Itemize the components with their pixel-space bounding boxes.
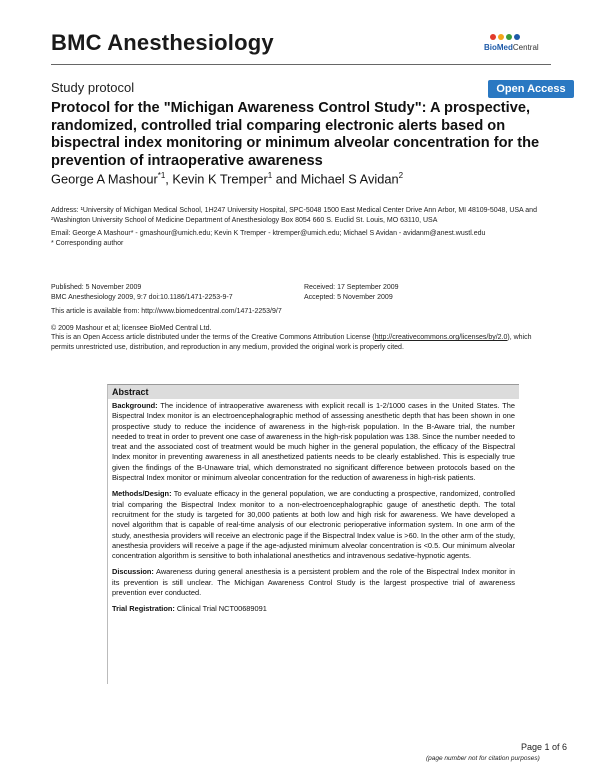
abstract-trial-registration — [112, 604, 515, 614]
author-affiliation-mark: *1 — [157, 171, 166, 180]
abstract-box — [107, 384, 519, 684]
biomed-central-logo — [484, 34, 552, 56]
corresponding-author-note: * Corresponding author — [51, 240, 124, 247]
accepted-date: Accepted: 5 November 2009 — [304, 294, 393, 301]
page-number: Page 1 of 6 — [521, 742, 568, 752]
author-affiliation-mark: 1 — [267, 171, 273, 180]
logo-text-central: Central — [512, 43, 539, 52]
author-name: Kevin K Tremper — [172, 171, 268, 187]
license-text — [51, 333, 551, 352]
section-text: Awareness during general anesthesia is a persistent problem and the role of the Bispectral Index monitor in its prevention is still unclear. The Michigan Awareness Control Study is the largest prospective trial of awareness prevention ever conducted. — [112, 567, 515, 598]
license-post: ), which permits unrestricted use, distribution, and reproduction in any medium, provided the original work is properly cited. — [51, 334, 532, 351]
abstract-body — [108, 399, 519, 615]
received-date: Received: 17 September 2009 — [304, 284, 399, 291]
abstract-methods — [112, 489, 515, 561]
section-label: Background: — [112, 401, 158, 410]
review-dates — [304, 283, 544, 303]
logo-dot-red — [490, 34, 496, 40]
logo-dot-orange — [498, 34, 504, 40]
logo-dot-green — [506, 34, 512, 40]
abstract-background — [112, 401, 515, 483]
published-date: Published: 5 November 2009 — [51, 284, 142, 291]
header-divider — [51, 64, 551, 65]
logo-dots — [490, 34, 520, 40]
article-url: This article is available from: http://www.biomedcentral.com/1471-2253/9/7 — [51, 308, 282, 315]
author-separator: , — [165, 171, 173, 187]
paper-title: Protocol for the "Michigan Awareness Control Study": A prospective, randomized, controlled trial comparing electronic alerts based on bispectral index monitoring or minimum alveolar concentration for the prevention of intraoperative awareness — [51, 100, 540, 169]
author-affiliation-mark: 2 — [398, 171, 404, 180]
publication-info — [51, 283, 291, 303]
copyright-notice: © 2009 Mashour et al; licensee BioMed Central Ltd. — [51, 325, 212, 332]
author-name: George A Mashour — [51, 171, 158, 187]
section-label: Methods/Design: — [112, 489, 172, 499]
author-separator: and — [272, 171, 301, 187]
author-list — [51, 171, 403, 186]
journal-title: BMC Anesthesiology — [51, 30, 274, 55]
abstract-heading: Abstract — [108, 385, 519, 399]
open-access-badge: Open Access — [488, 80, 574, 98]
logo-text-biomed: BioMed — [484, 43, 513, 52]
logo-dot-blue — [514, 34, 520, 40]
license-pre: This is an Open Access article distributed under the terms of the Creative Commons Attribution License ( — [51, 334, 375, 341]
page-number-note: (page number not for citation purposes) — [426, 755, 540, 762]
license-link[interactable]: http://creativecommons.org/licenses/by/2.0 — [374, 334, 508, 341]
article-type: Study protocol — [51, 80, 135, 95]
section-label: Discussion: — [112, 567, 154, 577]
author-name: Michael S Avidan — [300, 171, 399, 187]
author-emails: Email: George A Mashour* - gmashour@umich.edu; Kevin K Tremper - ktremper@umich.edu; Michael S Avidan - avidanm@anest.wustl.edu — [51, 230, 486, 237]
citation-doi: BMC Anesthesiology 2009, 9:7 doi:10.1186/1471-2253-9-7 — [51, 294, 233, 301]
section-text: To evaluate efficacy in the general population, we are conducting a prospective, randomized, controlled trial comparing the Bispectral Index monitor to a non-electroencephalographic gauge of anesthetic depth. The total recruitment for the study is targeted for 30,000 patients at both low and high risk for awareness. We have developed a novel algorithm that is capable of real-time analysis of our electronic perioperative information system. In one arm of the study, anesthesia providers will receive an electronic page if the Bispectral Index value is >60. In the other arm of the study, anesthesia providers will receive a page if the age-adjusted minimum alveolar concentration is <0.5. Our minimum alveolar concentration algorithm is sensitive to both inhalational anesthetics and intravenous sedative-hypnotic agents. — [112, 489, 515, 561]
abstract-discussion — [112, 567, 515, 598]
author-address: Address: ¹University of Michigan Medical School, 1H247 University Hospital, SPC-5048 1500 East Medical Center Drive Ann Arbor, MI 48109-5048, USA and ²Washington University School of Medicine Department of Anesthesiology Box 8054 660 S. Euclid St. Louis, MO 63110, USA — [51, 207, 537, 224]
section-label: Trial Registration: — [112, 604, 175, 614]
section-text: Clinical Trial NCT00689091 — [174, 604, 267, 614]
section-text: The incidence of intraoperative awareness with explicit recall is 1-2/1000 cases in the United States. The Bispectral Index monitor is an electroencephalographic method of assessing anesthetic depth that has been shown in one prospective study to reduce the incidence of awareness in the high-risk population. In the B-Aware trial, the number needed to treat in order to prevent one case of awareness in the high-risk population was 138. Since the number needed to treat and the associated cost of treatment would be much higher in the general population, the efficacy of the Bispectral Index monitor in preventing awareness in all anesthetized patients needs to be clearly established. This is especially true given the findings of the B-Unaware trial, which demonstrated no significant difference between protocols based on the Bispectral Index monitor or minimum alveolar concentration for the reduction of awareness in high-risk patients. — [112, 401, 515, 483]
